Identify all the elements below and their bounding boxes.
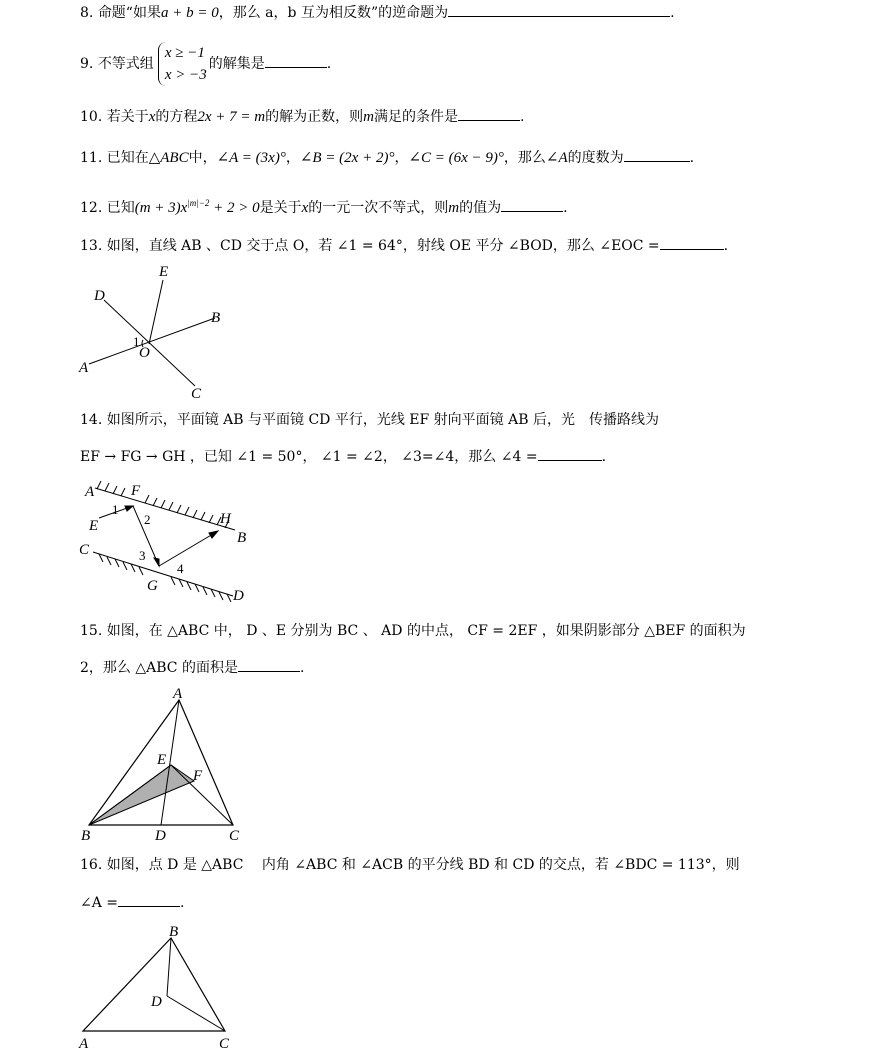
answer-blank[interactable] bbox=[538, 447, 602, 461]
label-b: B bbox=[81, 828, 91, 844]
question-12 bbox=[80, 194, 568, 217]
question-text: 的值为 bbox=[459, 200, 502, 216]
period: . bbox=[601, 449, 607, 465]
answer-blank[interactable] bbox=[238, 658, 300, 672]
question-13 bbox=[80, 236, 728, 255]
variable: m bbox=[448, 200, 460, 216]
arrow-head bbox=[209, 531, 218, 538]
question-15-line-1 bbox=[80, 622, 746, 640]
mirror-cd bbox=[93, 552, 233, 596]
expression-tail: + 2 > 0 bbox=[209, 200, 260, 216]
inequality-line: x > −3 bbox=[164, 67, 207, 83]
question-text: 的一元一次不等式，则 bbox=[308, 200, 449, 216]
label-d: D bbox=[94, 288, 105, 304]
question-10 bbox=[80, 107, 524, 126]
inequality-system bbox=[158, 42, 207, 86]
period: . bbox=[723, 238, 729, 254]
question-number: 14. bbox=[80, 412, 103, 428]
question-16-line-2 bbox=[80, 893, 184, 912]
label-a: A bbox=[79, 1036, 89, 1052]
question-15-line-2 bbox=[80, 658, 304, 677]
label-e: E bbox=[89, 518, 99, 534]
math-expression bbox=[135, 200, 260, 216]
question-9 bbox=[80, 41, 331, 87]
expression-base: (m + 3)x bbox=[134, 200, 188, 216]
exponent: |m|−2 bbox=[187, 198, 210, 208]
question-number: 16. bbox=[80, 857, 103, 873]
question-number: 10. bbox=[80, 109, 103, 125]
triangle-label: △ABC bbox=[148, 150, 189, 166]
label-c: C bbox=[219, 1036, 230, 1052]
question-14-line-2 bbox=[80, 447, 606, 466]
period: . bbox=[326, 56, 332, 72]
period: . bbox=[180, 895, 185, 911]
question-number: 13. bbox=[80, 238, 103, 254]
variable: m bbox=[363, 109, 374, 125]
label-c: C bbox=[229, 828, 240, 844]
bisector-cd bbox=[167, 996, 225, 1031]
angle-label: ∠A bbox=[545, 150, 568, 166]
label-f: F bbox=[131, 483, 141, 499]
question-text: 如图所示，平面镜 AB 与平面镜 CD 平行，光线 EF 射向平面镜 AB 后，光 传播路线为 bbox=[106, 412, 659, 428]
answer-blank[interactable] bbox=[118, 893, 180, 907]
math-expression: ∠B = (2x + 2)° bbox=[299, 150, 395, 166]
question-number: 9. bbox=[80, 56, 94, 72]
ray-oe bbox=[149, 280, 163, 344]
variable: x bbox=[148, 109, 156, 125]
question-8 bbox=[80, 3, 675, 22]
question-number: 12. bbox=[80, 200, 103, 216]
arrow-head bbox=[125, 506, 133, 511]
label-f: F bbox=[193, 768, 203, 784]
question-number: 11. bbox=[80, 150, 103, 166]
question-text: 已知在 bbox=[106, 150, 149, 166]
question-text: 满足的条件是 bbox=[373, 109, 458, 125]
label-1: 1 bbox=[112, 502, 119, 517]
question-text: 不等式组 bbox=[97, 56, 154, 72]
question-text: 中， bbox=[188, 150, 217, 166]
question-text: 的解为正数，则 bbox=[265, 109, 364, 125]
figure-13 bbox=[75, 260, 235, 402]
question-text: 的度数为 bbox=[567, 150, 624, 166]
question-text: 的解集是 bbox=[208, 56, 265, 72]
question-14-line-1 bbox=[80, 411, 659, 429]
math-expression: 2x + 7 = m bbox=[197, 109, 266, 125]
question-text: 2，那么 △ABC 的面积是 bbox=[80, 660, 238, 676]
question-text: ∠A = bbox=[80, 895, 119, 911]
answer-blank[interactable] bbox=[458, 107, 520, 121]
math-expression: ∠C = (6x − 9)° bbox=[408, 150, 504, 166]
label-a: A bbox=[173, 688, 183, 702]
answer-blank[interactable] bbox=[660, 236, 724, 250]
variable: x bbox=[301, 200, 309, 216]
label-2: 2 bbox=[144, 512, 151, 527]
question-text: 的方程 bbox=[155, 109, 198, 125]
label-h: H bbox=[220, 511, 231, 527]
question-text: 命题“如果 bbox=[97, 5, 161, 21]
label-3: 3 bbox=[139, 548, 146, 563]
label-d: D bbox=[233, 588, 244, 604]
period: . bbox=[563, 200, 568, 216]
math-expression: a + b = 0 bbox=[160, 5, 219, 21]
answer-blank[interactable] bbox=[448, 3, 670, 17]
label-d: D bbox=[155, 828, 166, 844]
label-c: C bbox=[79, 542, 90, 558]
line-ab bbox=[89, 318, 215, 364]
label-o: O bbox=[139, 345, 150, 361]
question-text: 已知 bbox=[106, 200, 135, 216]
math-expression: ∠A = (3x)° bbox=[216, 150, 286, 166]
answer-blank[interactable] bbox=[501, 198, 563, 212]
question-number: 8. bbox=[80, 5, 94, 21]
question-text: ，那么 bbox=[503, 150, 546, 166]
period: . bbox=[689, 150, 695, 166]
label-e: E bbox=[157, 752, 167, 768]
question-text: 如图，点 D 是 △ABC 内角 ∠ABC 和 ∠ACB 的平分线 BD 和 CD 的交点，若 ∠BDC = 113°，则 bbox=[106, 857, 740, 873]
question-11: 11. 已知在△ABC中，∠A = (3x)°，∠B = (2x + 2)°，∠C = (6x − 9)°，那么∠A的度数为 . bbox=[80, 150, 695, 166]
figure-14 bbox=[75, 478, 255, 606]
label-d: D bbox=[151, 994, 162, 1010]
period: . bbox=[299, 660, 305, 676]
inequality-line: x ≥ −1 bbox=[164, 45, 205, 61]
label-b: B bbox=[237, 530, 247, 546]
bisector-bd bbox=[167, 938, 171, 996]
arrow-head bbox=[154, 558, 159, 566]
question-text: 若关于 bbox=[106, 109, 149, 125]
label-e: E bbox=[159, 264, 169, 280]
label-g: G bbox=[147, 578, 158, 594]
figure-16 bbox=[75, 920, 245, 1060]
label-b: B bbox=[169, 924, 179, 940]
label-a: A bbox=[79, 360, 89, 376]
question-text: 如图，在 △ABC 中， D 、E 分别为 BC 、 AD 的中点， CF = 2EF ，如果阴影部分 △BEF 的面积为 bbox=[106, 623, 746, 639]
label-c: C bbox=[191, 386, 202, 402]
question-text: 是关于 bbox=[259, 200, 302, 216]
answer-blank[interactable] bbox=[624, 148, 690, 162]
question-text: 如图，直线 AB 、CD 交于点 O，若 ∠1 = 64°，射线 OE 平分 ∠BOD，那么 ∠EOC = bbox=[106, 238, 660, 254]
question-text: ，那么 a，b 互为相反数”的逆命题为 bbox=[218, 5, 449, 21]
period: . bbox=[670, 5, 675, 21]
mirror-cd-hatching bbox=[99, 554, 231, 602]
question-text: EF → FG → GH ，已知 ∠1 = 50°， ∠1 = ∠2， ∠3=∠4，那么 ∠4 = bbox=[80, 449, 538, 465]
question-16-line-1 bbox=[80, 856, 740, 874]
answer-blank[interactable] bbox=[265, 54, 327, 68]
figure-15 bbox=[75, 688, 255, 846]
question-number: 15. bbox=[80, 623, 103, 639]
label-b: B bbox=[211, 310, 221, 326]
label-1: 1 bbox=[133, 334, 140, 349]
triangle-abc bbox=[83, 938, 225, 1031]
period: . bbox=[519, 109, 525, 125]
shaded-triangle-bef bbox=[89, 765, 194, 825]
label-a: A bbox=[85, 484, 95, 500]
label-4: 4 bbox=[177, 561, 184, 576]
